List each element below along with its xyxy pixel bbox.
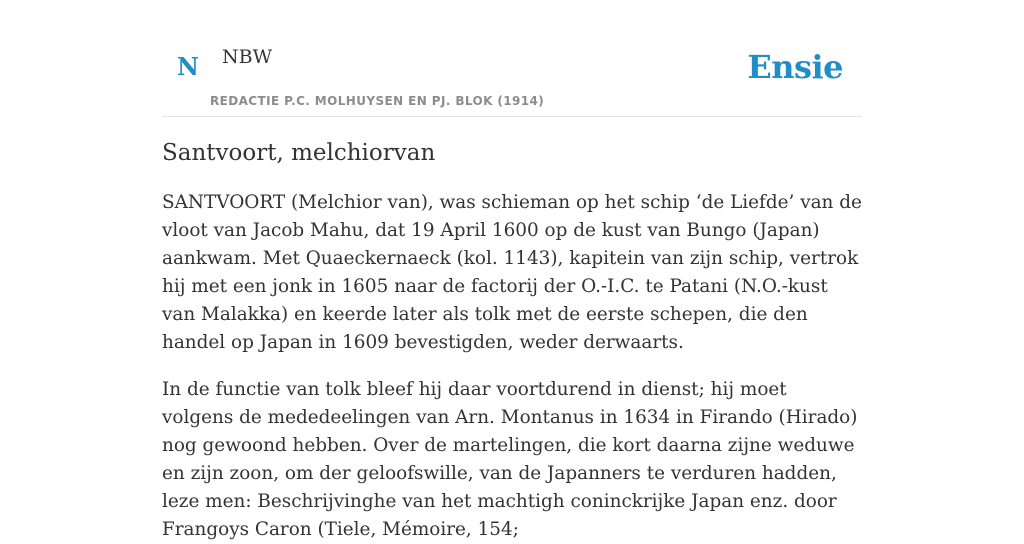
page-title: Santvoort, melchiorvan	[162, 140, 436, 166]
article	[162, 139, 862, 544]
source-name[interactable]: NBW	[222, 46, 273, 68]
brand-logo[interactable]: Ensie	[747, 48, 843, 86]
source-logo[interactable]: N	[177, 52, 199, 81]
source-subtitle: REDACTIE P.C. MOLHUYSEN EN PJ. BLOK (1914)	[210, 94, 545, 108]
article-paragraph: SANTVOORT (Melchior van), was schieman op het schip ‘de Liefde’ van de vloot van Jacob Mahu, dat 19 April 1600 op de kust van Bungo (Japan) aankwam. Met Quaeckernaeck (kol. 1143), kapitein van zijn schip, vertrok hij met een jonk in 1605 naar de factorij der O.-I.C. te Patani (N.O.-kust van Malakka) en keerde later als tolk met de eerste schepen, die den handel op Japan in 1609 bevestigden, weder derwaarts.	[162, 191, 862, 353]
article-paragraph: In de functie van tolk bleef hij daar voortdurend in dienst; hij moet volgens de mededeelingen van Arn. Montanus in 1634 in Firando (Hirado) nog gewoond hebben. Over de martelingen, die kort daarna zijne weduwe en zijn zoon, om der geloofswille, van de Japanners te verduren hadden, leze men: Beschrijvinghe van het machtigh coninckrijke Japan enz. door Frangoys Caron (Tiele, Mémoire, 154;	[162, 378, 858, 540]
header	[162, 0, 862, 117]
page	[162, 0, 862, 544]
